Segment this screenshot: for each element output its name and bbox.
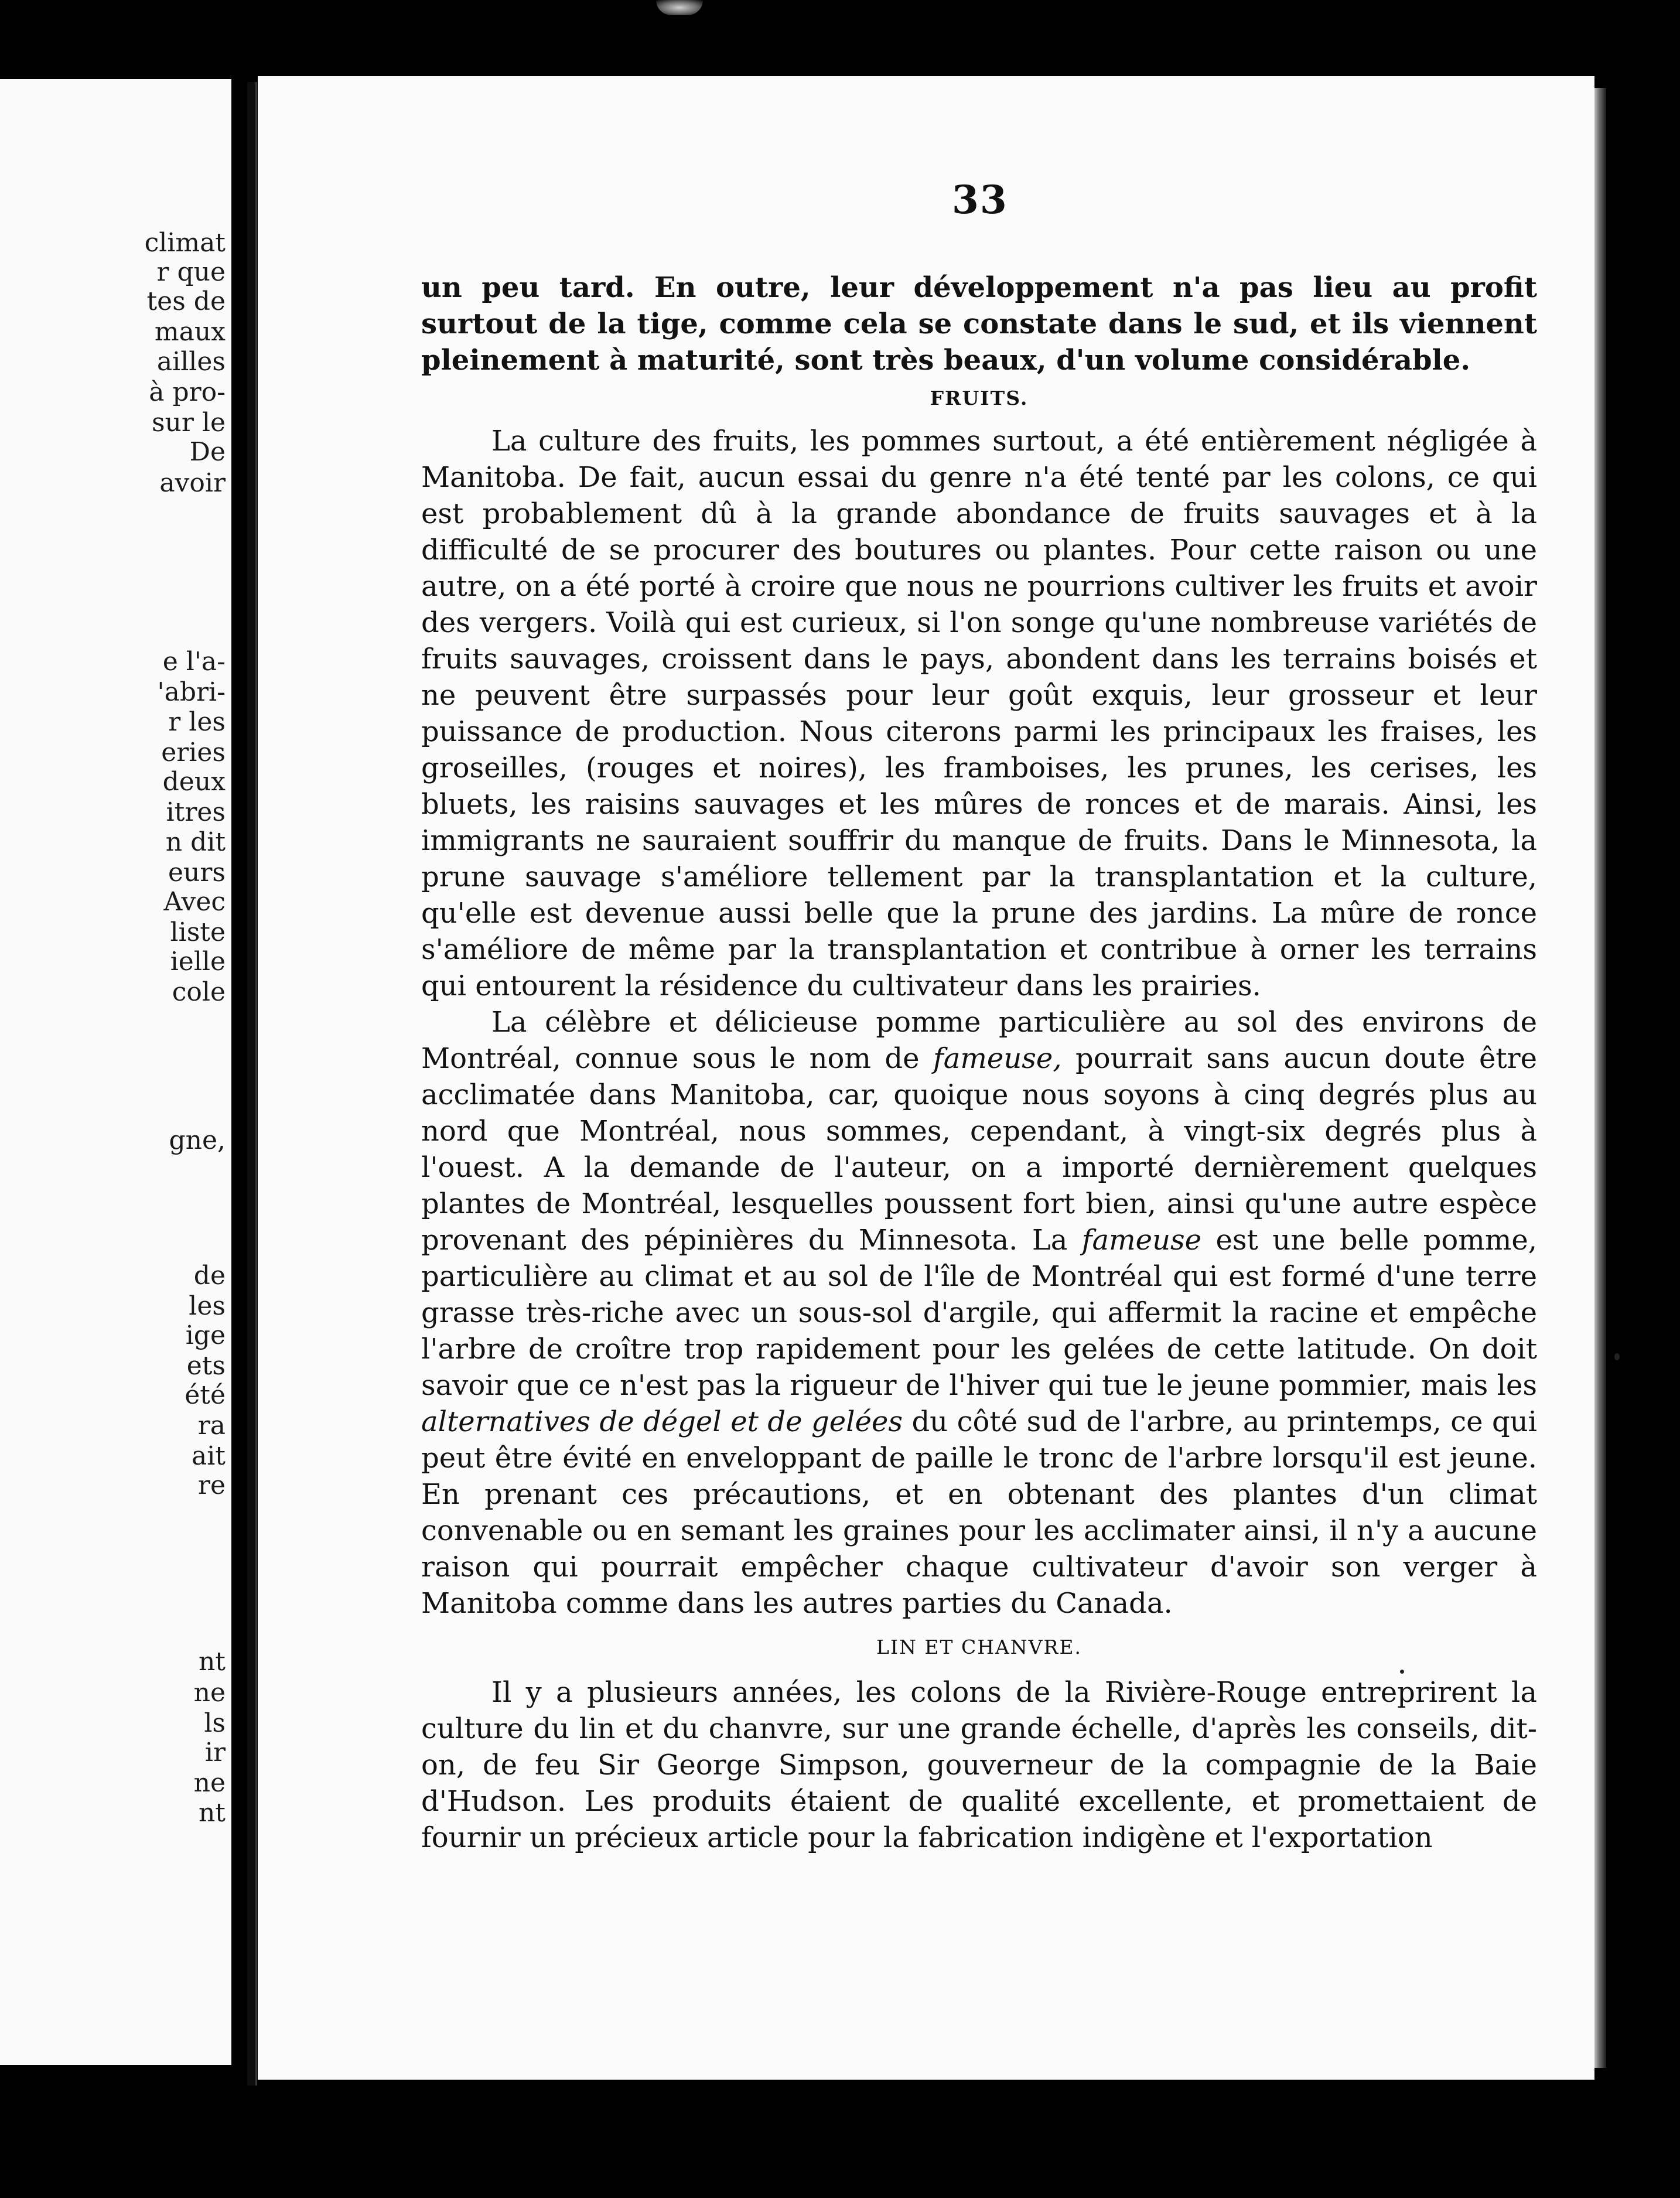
previous-page-edge <box>0 79 231 2065</box>
italic-term: fameuse <box>1081 1224 1202 1257</box>
italic-term: fameuse, <box>933 1042 1062 1075</box>
left-page-fragment: tes de <box>146 286 226 316</box>
left-page-fragment: les <box>189 1291 226 1321</box>
left-page-fragment: ets <box>186 1351 226 1381</box>
left-page-fragment: itres <box>166 797 226 827</box>
left-page-fragment: 'abri- <box>157 677 226 707</box>
left-page-fragment: à pro- <box>149 377 226 407</box>
left-page-fragment: liste <box>170 917 226 947</box>
left-page-fragment: nt <box>198 1798 226 1828</box>
left-page-fragment: été <box>185 1380 226 1410</box>
left-page-fragment: nt <box>198 1647 226 1677</box>
page-body <box>421 269 1537 1856</box>
left-page-fragment: ailles <box>156 347 226 377</box>
left-page-fragment: cole <box>172 977 226 1007</box>
left-page-fragment: eries <box>161 738 226 767</box>
left-page-fragment: ne <box>193 1678 226 1708</box>
left-page-fragment: n dit <box>165 827 226 857</box>
left-page-fragment: ir <box>204 1738 226 1767</box>
text-run: du côté sud de l'arbre, au printemps, ce qui peut être évité en enveloppant de paille le tronc de l'arbre lorsqu'il est jeune. En prenant ces précautions, et en obtenant des plantes d'un climat convenable ou en semant les graines pour les acclimater ainsi, il n'y a aucune raison qui pourrait empêcher chaque cultivateur d'avoir son verger à Manitoba comme dans les autres parties du Canada. <box>421 1405 1537 1620</box>
left-page-fragment: gne, <box>169 1125 226 1155</box>
intro-paragraph: un peu tard. En outre, leur développement n'a pas lieu au profit surtout de la tige, comme cela se constate dans le sud, et ils viennent pleinement à maturité, sont très beaux, d'un volume considérable. <box>421 271 1537 377</box>
left-page-fragment: ra <box>197 1411 226 1441</box>
book-page <box>258 76 1594 2080</box>
left-page-fragment: ige <box>185 1320 226 1350</box>
left-page-fragment: de <box>193 1261 226 1291</box>
left-page-fragment: r que <box>156 257 226 287</box>
dust-speck <box>1400 1670 1404 1674</box>
left-page-fragment: ls <box>204 1708 226 1738</box>
lin-paragraph-1: Il y a plusieurs années, les colons de la Rivière-Rouge entreprirent la culture du lin et du chanvre, sur une grande échelle, d'après les conseils, dit-on, de feu Sir George Simpson, gouverneur de la compagnie de la Baie d'Hudson. Les produits étaient de qualité excellente, et promettaient de fournir un précieux article pour la fabrication indigène et l'exportation <box>421 1676 1537 1854</box>
left-page-fragment: deux <box>162 767 226 797</box>
fruits-paragraph-1: La culture des fruits, les pommes surtout, a été entièrement négligée à Manitoba. De fait, aucun essai du genre n'a été tenté par les colons, ce qui est probablement dû à la grande abondance de fruits sauvages et à la difficulté de se procurer des boutures ou plantes. Pour cette raison ou une autre, on a été porté à croire que nous ne pourrions cultiver les fruits et avoir des vergers. Voilà qui est curieux, si l'on songe qu'une nombreuse variétés de fruits sauvages, croissent dans le pays, abondent dans les terrains boisés et ne peuvent être surpassés pour leur goût exquis, leur grosseur et leur puissance de production. Nous citerons parmi les principaux les fraises, les groseilles, (rouges et noires), les framboises, les prunes, les cerises, les bluets, les raisins sauvages et les mûres de ronces et de marais. Ainsi, les immigrants ne sauraient souffrir du manque de fruits. Dans le Minnesota, la prune sauvage s'améliore tellement par la transplantation et la culture, qu'elle est devenue aussi belle que la prune des jardins. La mûre de ronce s'améliore de même par la transplantation et contribue à orner les terrains qui entourent la résidence du cultivateur dans les prairies. <box>421 425 1537 1002</box>
scan-artifact <box>656 0 703 15</box>
left-page-fragment: ne <box>193 1768 226 1798</box>
left-page-fragment: avoir <box>159 468 226 498</box>
fruits-paragraph-2 <box>421 1004 1537 1622</box>
left-page-fragment: re <box>197 1470 226 1500</box>
left-page-fragment: climat <box>144 228 226 258</box>
left-page-fragment: ielle <box>170 947 226 977</box>
text-run: est une belle pomme, particulière au climat et au sol de l'île de Montréal qui est formé d'une terre grasse très-riche avec un sous-sol d'argile, qui affermit la racine et empêche l'arbre de croître trop rapidement pour les gelées de cette latitude. On doit savoir que ce n'est pas la rigueur de l'hiver qui tue le jeune pommier, mais les <box>421 1224 1538 1402</box>
left-page-fragment: sur le <box>151 408 226 438</box>
left-page-fragment: eurs <box>168 858 226 888</box>
left-page-fragment: ait <box>192 1441 226 1471</box>
left-page-fragment: e l'a- <box>162 647 226 677</box>
page-gutter <box>247 82 257 2086</box>
left-page-fragment: Avec <box>163 887 226 917</box>
left-page-fragment: r les <box>168 707 226 737</box>
dust-speck <box>1614 1353 1620 1360</box>
page-edge-shadow <box>1594 88 1606 2068</box>
section-heading-lin-chanvre: LIN ET CHANVRE. <box>876 1636 1082 1658</box>
page-number: 33 <box>952 177 1008 223</box>
text-run: pourrait sans aucun doute être acclimatée dans Manitoba, car, quoique nous soyons à cinq degrés plus au nord que Montréal, nous sommes, cependant, à vingt-six degrés plus à l'ouest. A la demande de l'auteur, on a importé dernièrement quelques plantes de Montréal, lesquelles poussent fort bien, ainsi qu'une autre espèce provenant des pépinières du Minnesota. La <box>421 1042 1537 1257</box>
text-run: La célèbre et délicieuse pomme particulière au sol des environs de Montréal, connue sous le nom de <box>421 1006 1537 1075</box>
section-heading-fruits: FRUITS. <box>930 387 1029 409</box>
italic-term: alternatives de dégel et de gelées <box>421 1405 903 1438</box>
left-page-fragment: maux <box>154 317 226 347</box>
left-page-fragment: De <box>189 437 226 467</box>
